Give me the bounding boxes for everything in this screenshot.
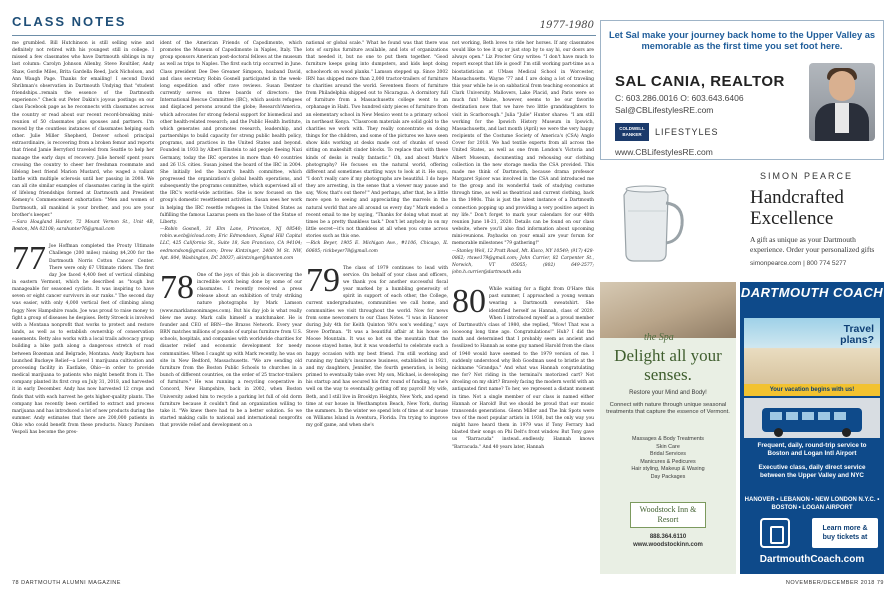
realtor-ad[interactable] <box>600 20 884 160</box>
spa-ad[interactable] <box>600 282 736 574</box>
spa-services <box>606 436 730 482</box>
realtor-name: SAL CANIA, REALTOR <box>615 73 785 90</box>
spa-phone: 888.364.6110 <box>649 534 687 540</box>
class-year-77: 77 <box>12 240 46 278</box>
class-1979-notes-cont: not working, Beth loves to ride her horses. If any classmates would like to tee it up or just stop by to say hi, our doors are always open." Liz Procter Gray writes: "I don't have much to report except that life is good! I'm still working part-time as a biostatistician at UMass Medical School in Worcester, Massachusetts. Wayne '77 and I are doing a lot of traveling this year while he is on sabbatical from teaching economics at Clark University. Mallovers, Lake Placid, and Paris were so much fun! Maine, however, seems to be our favorite destination now that we have two little granddaughters to visit in Scarborough." Julia "Julie" Hunter shares: "I am still working for the Ipswich History Museum in Ipswich, Massachusetts, and last month (April) we were the very happy recipients of the Costume Society of America's (CSA) Anglo Cover for 2018. We had textile experts from all across the United States, as well as one from London's Victoria and Albert Museum, documenting and rehousing our clothing collection in the new storage media the CSA provided. This made me think of Dartmouth, because drama professor Margaret Spicer was involved in the CSA and introduced me to the group and its wonderful task of studying costume through time, as well as theatrical and current clothing, back in the 1980s. This is just the latest instance of a Dartmouth connection popping up and providing a very positive aspect in my life." Don't forget to mark your calendars for our 40th reunion June 18-21, 2020. Details can be found on our class website, where you'll also find information about upcoming mini-reunions. Paybacks on your email are your forum for memorable milestones "79 gathering!" <box>452 41 594 247</box>
page-header <box>12 10 596 36</box>
simon-pearce-contact[interactable]: simonpearce.com | 800 774 5277 <box>750 260 847 267</box>
bottom-ads <box>600 282 884 574</box>
article-column-1 <box>12 40 154 570</box>
spa-restore: Restore your Mind and Body! <box>629 390 707 396</box>
realtor-tagline: Let Sal make your journey back home to the Upper Valley as memorable as the first time you set foot here. <box>608 30 876 51</box>
simon-pearce-headline: Handcrafted Excellence <box>750 187 844 229</box>
coach-title: DARTMOUTH COACH <box>740 285 884 300</box>
realtor-phones: C: 603.286.0016 O: 603.643.6406 <box>615 93 744 103</box>
realtor-photo <box>809 63 875 141</box>
class-1979-text: The class of 1979 continues to lead with service. On behalf of your class and officers, we thank you for another successful fiscal year marked by a humbling generosity of spirit in support of each other, the College, current undergraduates, communities we call home, and communities we visit throughout the world. Now for news from some newcomers to our Class Notes. "I was in Hanover during July 4th for Keith Quinton '80's son's wedding," says Steve Dorfman. "It was a beautiful affair at his house on Moose Mountain. It was so hot on the mountain that the moose stayed home, but it was wonderful to celebrate such a happy occasion with my best friend. I'm still working and running my family's insurance business, established in 1921, and my daughters, Jennifer, the fourth generation, is being primed to eventually take over. My son, Michael, is developing his startup and has secured his first round of funding, so he's well on the way to eventually getting off my payroll! My wife, Beth, and I still live in Brooklyn Heights, New York, and spend time at our house in Westhampton Beach, New York, during the summers. In the winter we spend lots of time at our house on Williams Island in Aventura, Florida. I'm trying to improve my golf game, and when she's <box>306 265 448 429</box>
coach-strip: Your vacation begins with us! <box>744 384 880 396</box>
class-1978-text: One of the joys of this job is discovering the incredible work being done by some of our classmates. I recently received a press release about an exhibition of truly striking nature photographs by Mark Lamson (www.marklamsonimages.com). But his day job is what really blew me away. Mark calls himself a matchmaker. He is founder and CEO of BRN—the Brazos Network. Every year BRN matches millions of pounds of surplus furniture from U.S. schools, hospitals, and companies with worldwide charities for disaster relief and economic development for needy communities. When I caught up with Mark recently, he was on site in New Bedford, Massachusetts. "We are sending old furniture from the Boston Public Schools to churches in a bunch of different countries, on the order of 25 tractor-trailers of furniture." He was running a recycling cooperative in Concord, New Hampshire, back in 2002, when Boston University asked him to recycle a parking lot full of old dorm furniture because it couldn't find an organization willing to take it. "We knew there had to be a better solution. So we started making calls to national and international nonprofits that provide relief and development on a <box>160 272 302 429</box>
simon-pearce-subline: A gift as unique as your Dartmouth experience. Order your personalized gifts <box>750 235 875 254</box>
spa-service: Day Packages <box>650 473 686 480</box>
article-column-4 <box>452 40 594 570</box>
class-year-78: 78 <box>160 268 194 306</box>
footer-right: NOVEMBER/DECEMBER 2018 79 <box>785 580 884 586</box>
coach-cta[interactable]: Learn more & buy tickets at <box>812 518 878 548</box>
class-1978-notes-cont: national or global scale." What he found was that there was lots of surplus furniture available, and lots of organizations that needed it, but no one to put them together. "Good furniture keeps going into dumpsters, and kids kept doing schoolwork on wood planks." Lamson stepped up. Since 2002 IRN has shipped more than 2,000 tractor-trailers of furniture to charities around the world. Seventeen floors of furniture from Philadelphia shipped out to Nicaragua. A dormitory full of furniture from a Massachusetts college went to an orphanage in Haiti. Two hundred sixty pieces of furniture from an elementary school in New Mexico went to a primary school in northeast Kenya. "Classroom materials are solid gold to the charities we work with. They really concentrate on doing things for the children, and some of the pictures we have seen show kids working at desks made out of chunks of wood sitting on makeshift cinder blocks. To replace that with these kinds of desks is really fantastic." Oh, and about Mark's photography? He focuses on the natural world, offering different and sometimes startling ways to look at it. He says, "I don't really care if my photographs are beautiful. I do hope they are arresting, in the sense that a viewer may pause and say, 'Wow, that's out there!'" And perhaps, after that, be a little more open to seeing and appreciating the marvels in the natural world that are all around us every day." Mark ended a recent email to me by saying, "Thanks for doing what must at times be a pretty thankless task." Don't let anybody in on my little secret—it's not thankless at all when you come across stories such as this one. <box>306 41 448 240</box>
realtor-email[interactable]: Sal@CBLifestylesRE.com <box>615 105 714 115</box>
class-1977-notes <box>12 240 154 436</box>
class-years: 1977-1980 <box>539 20 594 31</box>
spa-website[interactable]: www.woodstockinn.com <box>633 542 703 548</box>
coach-service-boston: Frequent, daily, round-trip service to Boston and Logan Intl Airport <box>757 442 867 457</box>
class-1979-signature: —Stanley Weil, 12 Pratt Road, Mt. Kisco, NY 10549; (917) 428-0862; rtswe179@gmail.com; John Currier, 82 Carpenter St., Norwich, VT 05055; (802) 649-2577; john.h.currier@dartmouth.edu <box>452 248 594 275</box>
spa-service: Bridal Services <box>650 451 686 458</box>
class-year-79: 79 <box>306 261 340 299</box>
class-1977-text: Joe Hoffman completed the Prouty Ultimate Challenge (200 miles) raising $4,200 for the Dartmouth Norris Cotton Cancer Center. There were only 67 Ultimate riders. The first day Joe faced 4,400 feet of vertical climbing in eastern Vermont, which he described as "tough but manageable for seasoned cyclists. It was inspiring to have seven or eight cancer survivors in our ranks." The second day was easier, with only 4,000 vertical feet of climbing along foggy New Hampshire roads. Joe was proud to raise money to fight a group of diseases he despises. Betty Stroeck is involved with a Montana nonprofit that works to protect and restore lands, as well as to establish ownership of conservation easements. Betty also works with a local trails advocacy group building a bike path along a dangerous stretch of road between Bozeman and Belgrade, Montana. Andy Rayburn has launched Buckeye Relief—a Level 1 marijuana cultivation and processing facility in Eastlake, Ohio—in order to provide medical marijuana to patients who might benefit from it. The company planted its first crop on July 31, 2018, and harvested it in early December. Andy has now harvested 12 crops and finds that with each harvest he gets higher-quality plants. The company has recently been certified to extract and process marijuana and has introduced a lot of new products during the summer. Andy estimates that there are 200,000 patients in Ohio who could benefit from these products. Nancy Parsinen Vespoli has become the pres- <box>12 244 154 436</box>
footer-left: 78 DARTMOUTH ALUMNI MAGAZINE <box>12 580 121 586</box>
coach-travel: Travel plans? <box>840 323 874 346</box>
article-column-3 <box>306 40 448 570</box>
glass-pitcher-image <box>610 181 688 265</box>
simon-pearce-ad[interactable] <box>600 165 884 275</box>
class-1977-notes-cont: ident of the American Friends of Capodimonte, which promotes the Museum of Capodimonte in Naples, Italy. The group sponsors American post-doctoral fellows at the museum as well as trips to Naples. The first such trip occurred in June. Class president Dee Dee Greaner Simpson, husband David, and class secretary Robin Gosnell participated in the week-long expedition and offer rave reviews. Susan Dentzer currently serves on three boards of directors: the International Rescue Committee (IRC), which assists refugees and displaced persons around the globe; Research!America, which advocates for strong federal support for biomedical and other health-related research; and the Public Health Institute, which generates and promotes research, leadership, and partnerships to build capacity for strong public health policy, programs, and practices in the United States and beyond. Founded in 1933 by Albert Einstein to aid people fleeing Nazi Germany, today the IRC operates in more than 40 countries and 26 U.S. cities. Susan joined the board of the IRC in 2004. She initially led the board's health committee, which progressed the organization's global health operations, and subsequently the programs committee, which supervised all of the IRC's world-wide activities. She is now focused on the group's domestic resettlement activities. Susan sees her work in helping the IRC resettle refugees in the United States as fulfilling the famous Lazarus poem on the base of the Statue of Liberty. <box>160 41 302 225</box>
article-column-2 <box>160 40 302 570</box>
coach-cities: HANOVER • LEBANON • NEW LONDON N.Y.C. • BOSTON • LOGAN AIRPORT <box>744 497 880 511</box>
class-1978-signature: —Rick Beyer, 1905 E. Michigan Ave., #1106, Chicago, IL 60605; rickbeyer78@gmail.com <box>306 241 448 254</box>
realtor-brand: LIFESTYLES <box>655 127 719 137</box>
simon-pearce-brand: SIMON PEARCE <box>760 171 854 181</box>
coach-service-nyc: Executive class, daily direct service between the Upper Valley and NYC <box>758 464 866 479</box>
woodstock-logo: Woodstock Inn & Resort <box>630 502 706 528</box>
class-1980-text: While waiting for a flight from O'Hare this past summer, I approached a young woman wearing a Dartmouth sweatshirt. She identified herself as Hannah, class of 2020. When I introduced myself as a proud member of Dartmouth's class of 1980, she replied, "Wow! That was a looooong long time ago. Congratulations!" Huh? I did the math and determined that I probably seem as ancient and fossilized to Hannah as some guy named Harold from the class of 1940 would have seemed to the 1979 version of me. I suddenly understood why Bob Goodman used to bristle at the nickname "Grandpa." And what was Hannah congratulating me for? Not riding in the terminal's motorized cart? Not drooling on my shirt? Bravely facing the modern world with an antiquated first name? To her, we represent a distant moment in time. Not a single member of our class is named either Hannah or Harold! But we should be proud that our music transcends generations. Glenn Miller and The Ink Spots were two of the most popular artists in 1938, but the only way you might have heard them in 1979 was if Tony Ferrary had blasted their songs on Phi Delt's front window. But Tony gave us "Barracuda" instead...endlessly. Hannah knows "Barracuda." And 40 years later, Hannah <box>452 287 594 450</box>
spa-service: Massages & Body Treatments <box>632 436 704 442</box>
realtor-website[interactable]: www.CBLifestylesRE.com <box>615 147 713 157</box>
coldwell-banker-logo: COLDWELL BANKER <box>615 123 649 141</box>
class-year-80: 80 <box>452 283 486 321</box>
spa-label: the Spa <box>644 332 674 343</box>
class-1977-signature: —Robin Gosnell, 31 Elm Lane, Princeton, NJ 08540; robin.w.ecb@icloud.com; Eric Edmondson, Signal Hill Capital LLC, 425 California St., Suite 18, San Francisco, CA 94104; eedmondson@gmail.com; Drew Kintzinger, 2400 M St. NW, Apt. 804, Washington, DC 20037; akintzinger@hunton.com <box>160 227 302 261</box>
class-1976-notes: me grumbled. Bill Hutchinson is still selling wine and definitely not retired with his youngest still in college. I missed a few classmates who have Dartmouth siblings in my last column: Carolyn Johnson Allenby, Steve Roultiler, Andy Shaw, Gordie Miles, Brita Gardella Reed, Jack Nicholson, and Ann Waugh Page. Thanks for emailing! I second David Shribman's observation in Dartmouth Undying that "student friendships...remain the essence of the Dartmouth experience." Check out Peter Dakin's joyous postings on our class Facebook page as he reconnects with classmates across the country or read about our recent record-breaking mini-reunion of 50 classmates plus spouses and partners. I'm moved by the countless instances of classmates helping each other. Julie Miller Shepherd, Denver school principal extraordinaire, is recovering from a broken femur and reports that friend Jamie Berryford traveled from Seattle to help her manage the early days of recovery. Julie herself spent years crossing the country to cheer her freshman roommate and lifelong best friend Marion Mustard, who waged a valiant battle with multiple sclerosis until her passing in 2008. We can all cite similar examples of classmates caring in the spirit of lifelong friendships formed at Dartmouth and President Kemeny's Commencement exhortation: "Men and women of Dartmouth, all mankind is your brother, and you are your brother's keeper." <box>12 41 154 218</box>
spa-connect: Connect with nature through unique seasonal treatments that capture the essence of Vermont. <box>606 402 730 416</box>
class-1979-notes <box>306 261 448 430</box>
spa-photo <box>600 282 736 338</box>
section-title: CLASS NOTES <box>12 14 127 29</box>
coach-website[interactable]: DartmouthCoach.com <box>759 554 865 565</box>
spa-service: Skin Care <box>656 443 680 450</box>
phone-icon <box>760 518 790 548</box>
spa-headline: Delight all your senses. <box>614 346 722 384</box>
class-1978-notes <box>160 268 302 429</box>
bus-image <box>744 398 880 438</box>
ads-column <box>600 0 896 600</box>
spa-service: Manicures & Pedicures <box>640 458 696 465</box>
class-1980-notes <box>452 283 594 451</box>
class-1976-signature: —Sara Hoagland Hunter, 72 Mount Vernon St., Unit 4B, Boston, MA 02108; sarahunter76@gmail.com <box>12 219 154 233</box>
spa-service: Hair styling, Makeup & Waxing <box>631 466 705 473</box>
dartmouth-coach-ad[interactable] <box>740 282 884 574</box>
